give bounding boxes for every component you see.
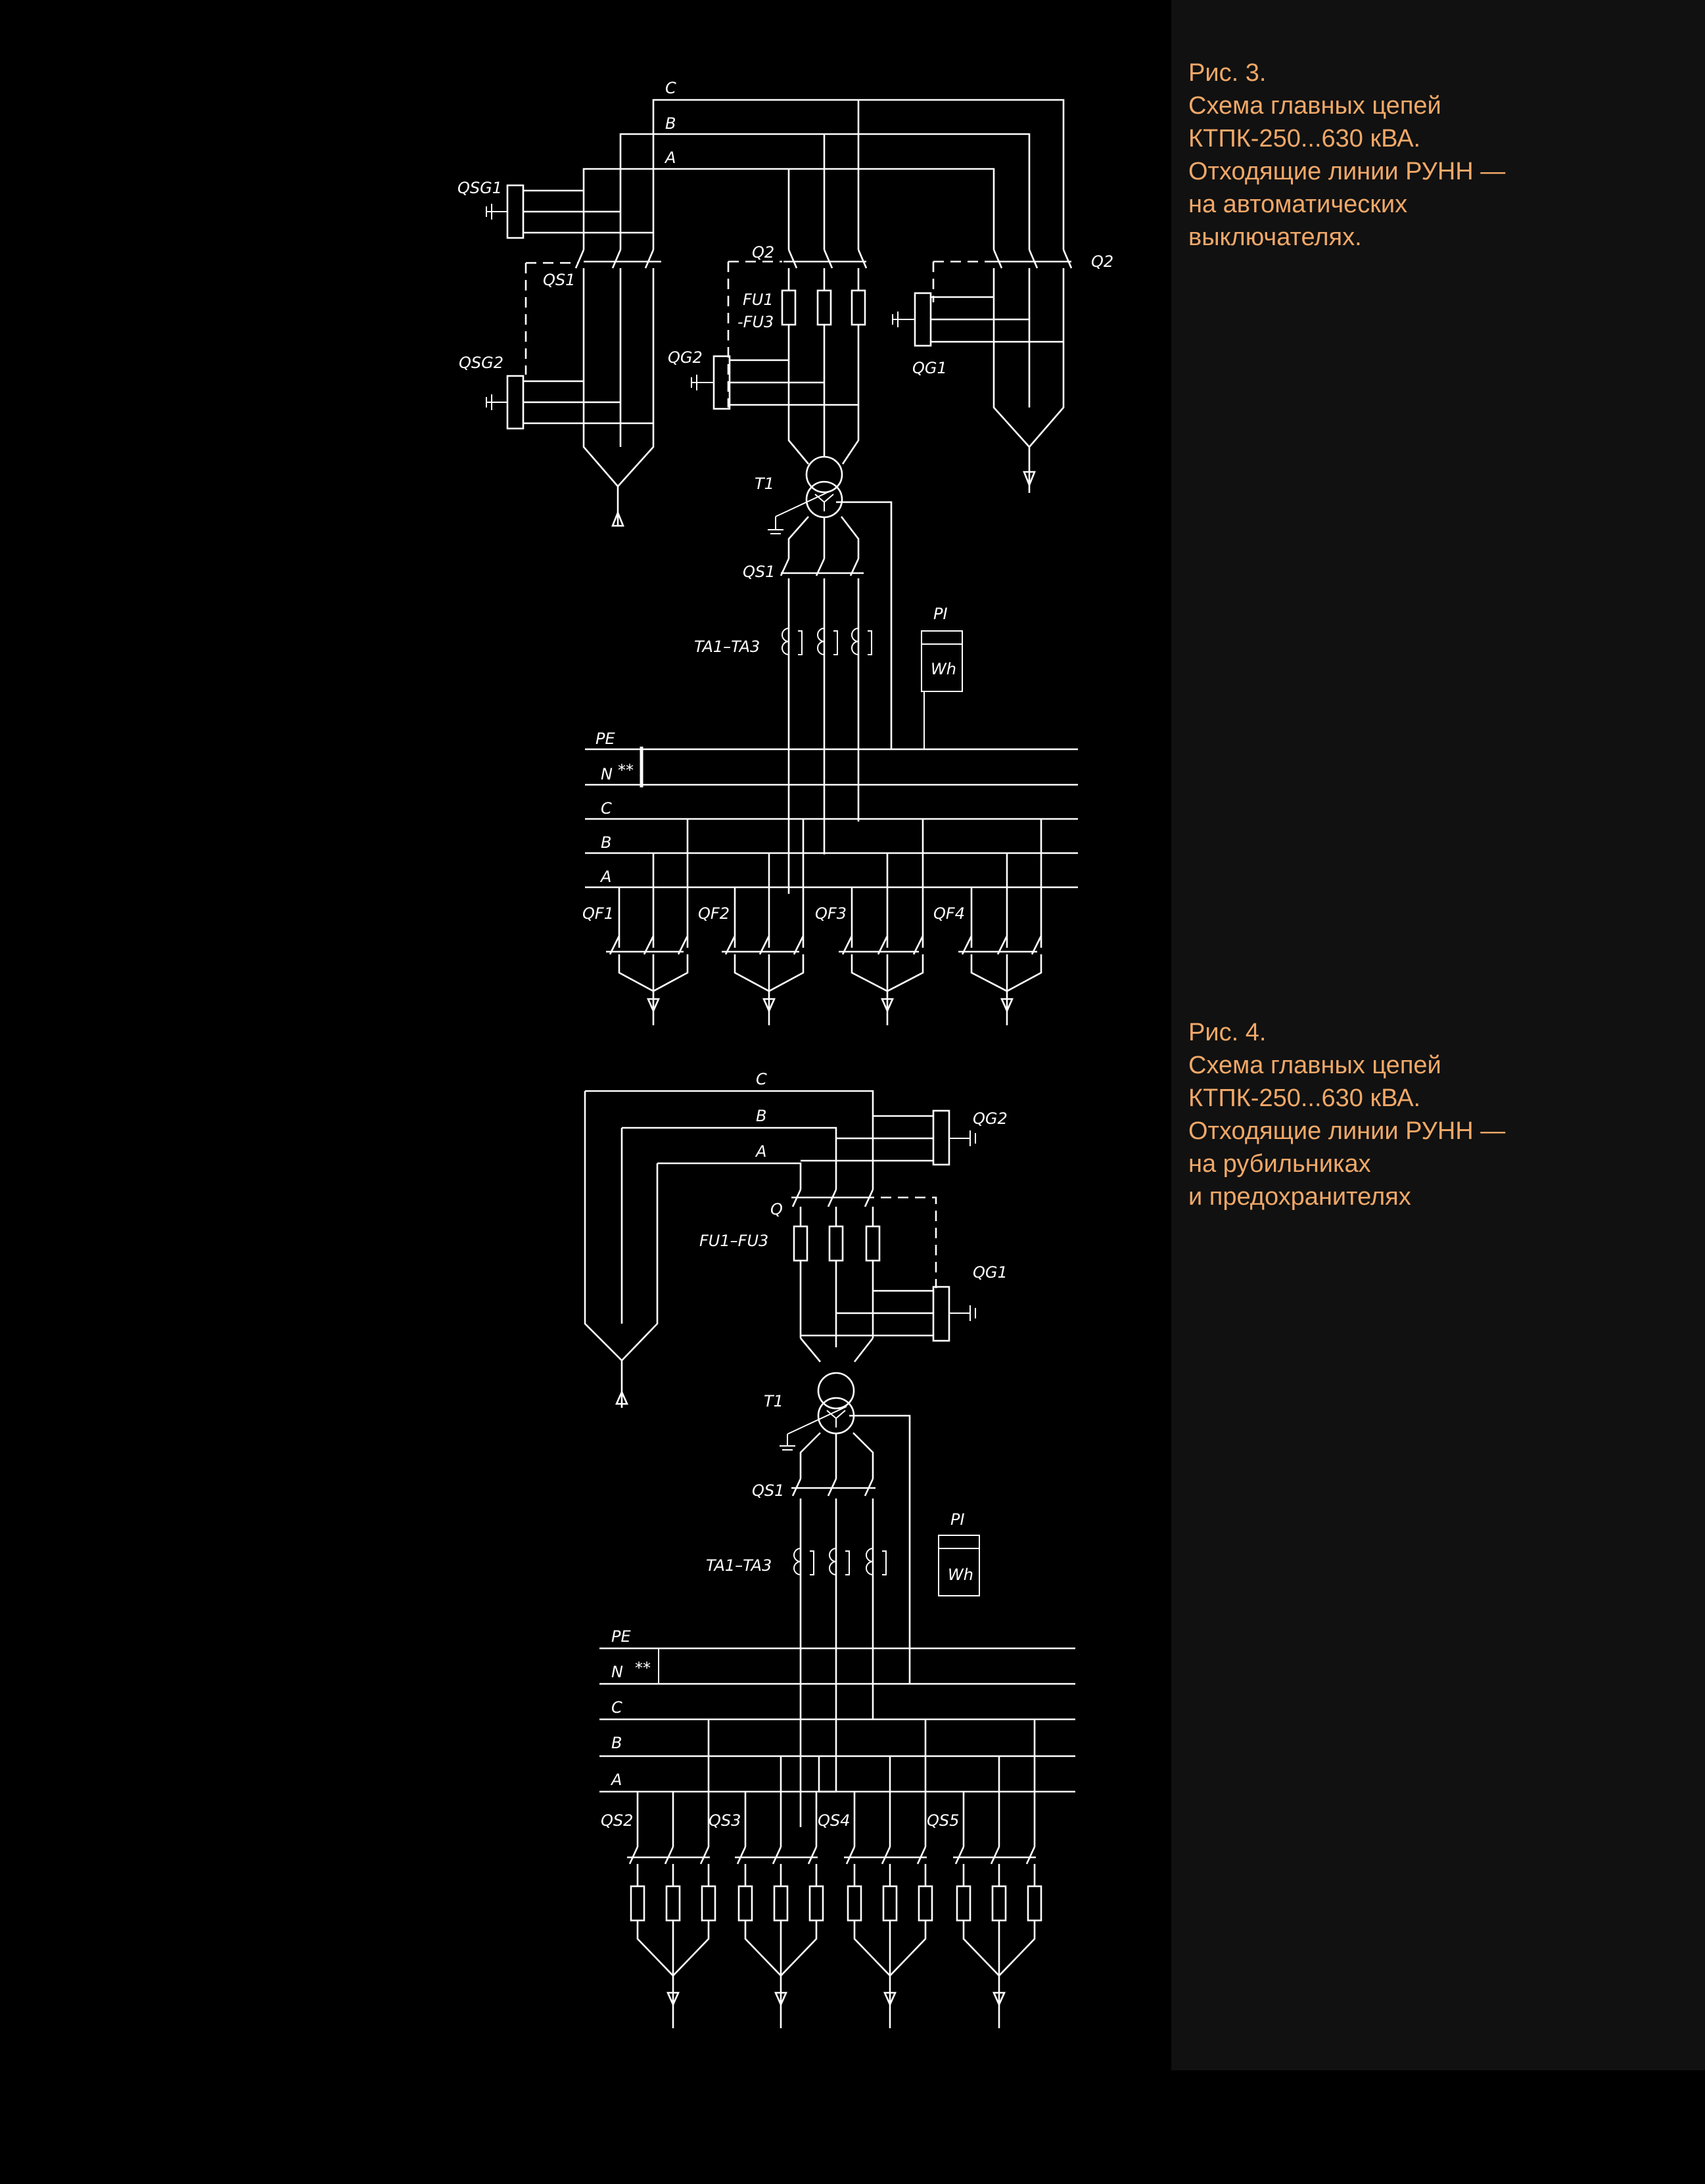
- fig3-label-phase-c: C: [665, 79, 676, 97]
- caption-panel: [1171, 0, 1705, 2070]
- fig3-switch-q2-right: [989, 250, 1071, 493]
- fig3-label-ta: TA1–TA3: [694, 638, 760, 656]
- fig3-transformer-t1: [768, 434, 891, 749]
- fig3-caption-line: выключателях.: [1188, 223, 1362, 251]
- fig3-label-qf4: QF4: [933, 904, 965, 923]
- fig3-label-bus-a: A: [601, 868, 612, 886]
- fig3-label-t1: T1: [755, 475, 774, 493]
- fig3-lv-busbars: [585, 747, 1078, 887]
- fig4-label-qg1: QG1: [973, 1263, 1008, 1282]
- fig4-earthing-switch-qg2: [801, 1111, 975, 1165]
- fig3-caption-line: Схема главных цепей: [1188, 92, 1441, 120]
- fig3-label-qf2: QF2: [698, 904, 730, 923]
- fig4-label-t1: T1: [764, 1392, 783, 1410]
- fig4-caption-line: Схема главных цепей: [1188, 1052, 1441, 1079]
- fig4-scheme: [585, 1070, 1075, 2028]
- fig4-caption: [1188, 1016, 1688, 1213]
- fig4-feeder-qs3: [735, 1756, 823, 2028]
- fig3-earthing-switch-qg1: [893, 293, 1063, 346]
- fig3-label-bus-pe: PE: [596, 730, 615, 748]
- fig4-label-fu: FU1–FU3: [699, 1232, 769, 1250]
- fig3-feeder-qf3: [839, 819, 923, 1025]
- fig3-label-bus-c: C: [601, 799, 612, 818]
- fig4-label-bus-pe: PE: [611, 1627, 631, 1646]
- fig4-label-qs5: QS5: [927, 1811, 960, 1830]
- fig3-earthing-switch-qsg2: [486, 376, 653, 429]
- fig4-earthing-switch-qg1: [801, 1287, 975, 1341]
- fig4-label-bus-a: A: [611, 1771, 622, 1789]
- fig3-lv-switch-qs1: [781, 559, 864, 576]
- fig4-q-mechanical-link: [881, 1197, 936, 1288]
- fig3-label-qf3: QF3: [815, 904, 847, 923]
- fig3-label-bus-n: N: [601, 765, 613, 783]
- fig4-switch-q: [791, 1190, 874, 1207]
- fig4-label-qg2: QG2: [973, 1109, 1008, 1128]
- fig4-caption-line: КТПК-250...630 кВА.: [1188, 1084, 1421, 1112]
- fig3-label-bus-n-mark: **: [618, 761, 634, 779]
- fig4-current-transformers: [794, 1499, 886, 1827]
- fig3-q2-mechanical-link: [728, 262, 782, 407]
- fig3-fuses-fu1-fu3: [782, 268, 865, 434]
- fig3-meter-pi: [922, 631, 962, 749]
- fig3-earthing-switch-qsg1: [486, 185, 653, 238]
- fig4-label-qs2: QS2: [601, 1811, 634, 1830]
- fig4-label-q: Q: [770, 1200, 783, 1219]
- fig4-caption-line: Отходящие линии РУНН —: [1188, 1117, 1506, 1145]
- fig3-label-wh: Wh: [931, 660, 956, 678]
- fig4-fuses-fu1-fu3: [794, 1207, 879, 1347]
- fig4-caption-line: и предохранителях: [1188, 1183, 1411, 1211]
- fig4-caption-line: Рис. 4.: [1188, 1019, 1267, 1046]
- fig3-feeder-qf1: [606, 819, 688, 1025]
- fig3-label-qf1: QF1: [582, 904, 614, 923]
- fig3-phase-bus: [584, 100, 1063, 250]
- fig4-lv-busbars: [599, 1648, 1075, 1792]
- fig4-transformer-t1: [780, 1338, 910, 1684]
- fig3-label-phase-b: B: [665, 114, 676, 133]
- fig3-current-transformers: [782, 578, 872, 894]
- fig3-switch-q2: [783, 250, 866, 268]
- fig3-label-qs1-lv: QS1: [743, 563, 776, 581]
- fig3-caption: [1188, 57, 1688, 254]
- fig4-label-phase-c: C: [756, 1070, 767, 1088]
- fig3-caption-line: на автоматических: [1188, 191, 1408, 218]
- fig4-label-qs1: QS1: [752, 1481, 785, 1500]
- fig4-label-bus-c: C: [611, 1698, 622, 1717]
- fig4-label-wh: Wh: [948, 1566, 973, 1584]
- fig3-label-qs1-hv: QS1: [543, 271, 576, 289]
- fig3-label-q2-right: Q2: [1091, 252, 1114, 271]
- fig4-feeder-qs4: [844, 1719, 932, 2028]
- fig3-label-pi: PI: [933, 605, 948, 623]
- fig3-label-fu-line1: FU1: [743, 290, 774, 309]
- fig3-feeder-qf2: [722, 819, 803, 1025]
- fig4-label-qs3: QS3: [709, 1811, 741, 1830]
- fig3-caption-line: Отходящие линии РУНН —: [1188, 158, 1506, 185]
- fig3-label-qsg1: QSG1: [457, 179, 502, 197]
- fig3-label-q2-left: Q2: [752, 243, 775, 262]
- fig4-label-bus-n-mark: **: [635, 1659, 651, 1677]
- fig3-feeder-qf4: [958, 819, 1041, 1025]
- fig4-feeder-qs5: [953, 1719, 1041, 2028]
- fig3-label-qsg2: QSG2: [459, 354, 503, 372]
- fig4-feeder-qs2: [627, 1719, 715, 2028]
- fig4-label-bus-n: N: [611, 1663, 623, 1681]
- fig4-label-phase-a: A: [756, 1142, 767, 1161]
- fig4-caption-line: на рубильниках: [1188, 1150, 1371, 1178]
- fig4-label-ta: TA1–TA3: [706, 1556, 772, 1575]
- fig3-label-phase-a: A: [665, 149, 676, 167]
- fig4-label-bus-b: B: [611, 1734, 622, 1752]
- fig4-lv-switch-qs1: [791, 1479, 876, 1496]
- fig3-label-fu-line2: -FU3: [737, 313, 774, 331]
- fig3-earthing-switch-qg2: [691, 356, 858, 409]
- fig4-label-pi: PI: [950, 1510, 965, 1529]
- fig4-label-phase-b: B: [756, 1107, 767, 1125]
- fig3-caption-line: Рис. 3.: [1188, 59, 1267, 87]
- fig3-caption-line: КТПК-250...630 кВА.: [1188, 125, 1421, 152]
- fig3-scheme: [457, 79, 1113, 1025]
- fig4-label-qs4: QS4: [818, 1811, 851, 1830]
- fig3-label-qg2: QG2: [668, 348, 703, 367]
- fig3-label-qg1: QG1: [912, 359, 947, 377]
- fig3-label-bus-b: B: [601, 833, 612, 852]
- fig3-hv-switch-qs1: [576, 250, 661, 526]
